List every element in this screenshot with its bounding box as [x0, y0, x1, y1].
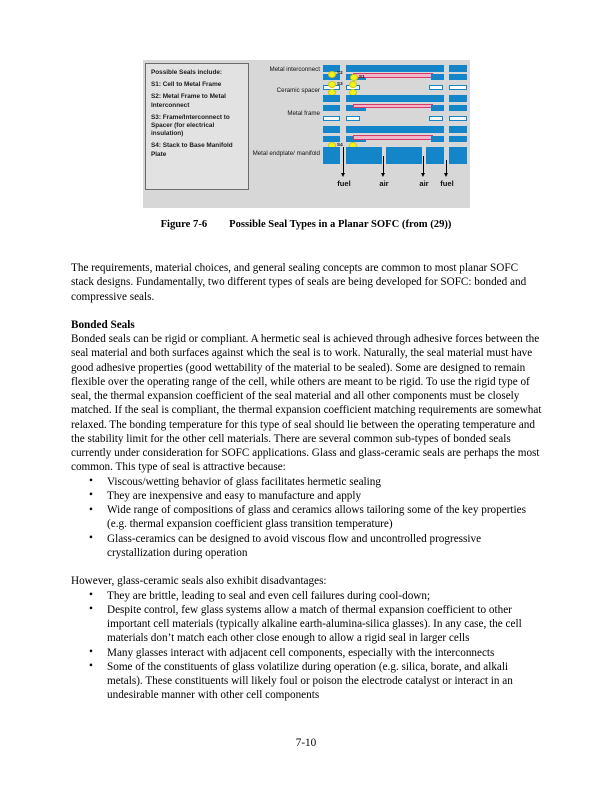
endplate-block: [426, 147, 444, 164]
flow-arrow-head-fuel-left: [341, 173, 345, 177]
metal-layer-bar: [346, 126, 444, 133]
list-item: [71, 660, 542, 703]
figure-caption: [72, 218, 540, 231]
list-item: [71, 589, 542, 603]
ceramic-spacer-block: [449, 116, 467, 121]
ceramic-spacer-block: [429, 85, 443, 90]
metal-layer-bar: [323, 126, 340, 133]
cell-membrane: [353, 73, 433, 78]
bullet-icon: •: [89, 503, 93, 516]
metal-layer-bar: [449, 126, 467, 133]
cell-membrane: [353, 104, 433, 109]
flow-arrow-head-fuel-right: [444, 173, 448, 177]
seal-tag-s3: S3: [337, 81, 343, 86]
metal-layer-bar: [449, 136, 467, 142]
diagram-label-ceramic-spacer: Ceramic spacer: [276, 87, 320, 94]
list-item-text: Despite control, few glass systems allow a match of thermal expansion coefficient to other important cell materials (typically alkaline earth-alumina-silica glasses). In any case, the cell materials don’t match each other close enough to allow a rigid seal in larger cells: [107, 603, 522, 645]
bullet-icon: •: [89, 646, 93, 659]
metal-layer-bar: [431, 136, 444, 142]
metal-layer-bar: [323, 105, 340, 111]
legend-title: Possible Seals include:: [151, 69, 223, 76]
bullet-icon: •: [89, 475, 93, 488]
seal-s3-marker-right: [349, 81, 357, 88]
list-item: [71, 646, 542, 660]
legend-item-s2: S2: Metal Frame to Metal Interconnect: [151, 93, 226, 109]
bullet-icon: •: [89, 532, 93, 545]
seal-s1-marker: [350, 74, 358, 81]
figure-legend-box: [145, 63, 249, 190]
metal-layer-bar: [431, 74, 444, 80]
ceramic-spacer-block: [449, 85, 467, 90]
page-body: [71, 261, 542, 703]
flow-label-air-right: air: [419, 179, 429, 188]
flow-label-air-left: air: [379, 179, 389, 188]
legend-item-s4: S4: Stack to Base Manifold Plate: [151, 142, 233, 158]
seal-tag-s4: S4: [337, 142, 343, 147]
metal-layer-bar: [449, 105, 467, 111]
bullet-icon: •: [89, 489, 93, 502]
flow-arrow-head-air-right: [421, 173, 425, 177]
list-item-text: Glass-ceramics can be designed to avoid viscous flow and uncontrolled progressive crystallization during operation: [107, 532, 482, 559]
cell-membrane: [353, 135, 433, 140]
disadvantages-list: [71, 589, 542, 703]
ceramic-spacer-block: [429, 116, 443, 121]
flow-arrow-head-air-left: [381, 173, 385, 177]
flow-label-fuel-left: fuel: [337, 179, 351, 188]
list-item: [71, 489, 542, 503]
list-item-text: Wide range of compositions of glass and ceramics allows tailoring some of the key properties (e.g. thermal expansion coefficient glass transition temperature): [107, 504, 526, 531]
metal-layer-bar: [449, 95, 467, 102]
metal-layer-bar: [431, 105, 444, 111]
sofc-stack-diagram: [253, 60, 470, 208]
figure-7-6: [143, 60, 470, 208]
page-footer: [0, 736, 612, 750]
seal-s2-marker: [328, 71, 336, 78]
list-item-text: They are inexpensive and easy to manufacture and apply: [107, 489, 362, 502]
seal-tag-s1: S1: [359, 73, 365, 79]
disadvantages-intro: However, glass-ceramic seals also exhibit disadvantages:: [71, 575, 327, 588]
list-item: [71, 603, 542, 646]
seal-s3-marker: [328, 81, 336, 88]
list-item: [71, 532, 542, 561]
figure-caption-text: Possible Seal Types in a Planar SOFC (from (29)): [229, 219, 452, 230]
section-heading-bonded-seals: Bonded Seals: [71, 318, 135, 331]
legend-item-s1: S1: Cell to Metal Frame: [151, 81, 222, 89]
figure-image-planar-sofc-seals: [143, 60, 470, 208]
list-item-text: They are brittle, leading to seal and even cell failures during cool-down;: [107, 589, 431, 602]
legend-item-s3: S3: Frame/Interconnect to Spacer (for electrical insulation): [151, 113, 230, 138]
bullet-icon: •: [89, 589, 93, 602]
flow-label-fuel-right: fuel: [440, 179, 454, 188]
figure-caption-number: Figure 7-6: [160, 219, 208, 230]
list-item: [71, 503, 542, 532]
list-item-text: Many glasses interact with adjacent cell components, especially with the interconnects: [107, 646, 495, 659]
metal-layer-bar: [346, 65, 444, 72]
diagram-label-metal-endplate-manifold: Metal endplate/ manifold: [252, 150, 320, 157]
metal-layer-bar: [449, 65, 467, 72]
metal-layer-bar: [346, 95, 444, 102]
bullet-icon: •: [89, 660, 93, 673]
list-item: [71, 475, 542, 489]
endplate-block: [323, 147, 340, 164]
bonded-seals-paragraph: Bonded seals can be rigid or compliant. A hermetic seal is achieved through adhesive forces between the seal material and both surfaces against which the seal is to work. Naturally, the seal material must have good adhesive properties (good wettability of the material to be sealed). Some are designed to remain flexible over the operating range of the cell, while others are meant to be rigid. To use the rigid type of seal, the thermal expansion coefficient of the seal material and all other components must be closely matched. If the seal is compliant, the thermal expansion coefficient matching requirements are somewhat relaxed. The bonding temperature for this type of seal should lie between the operating temperature and the stability limit for the other cell materials. There are several common sub-types of bonded seals currently under consideration for SOFC applications. Glass and glass-ceramic seals are perhaps the most common. This type of seal is attractive because:: [71, 333, 542, 474]
diagram-label-metal-interconnect: Metal interconnect: [269, 66, 320, 73]
metal-layer-bar: [323, 95, 340, 102]
ceramic-spacer-block: [323, 116, 340, 121]
endplate-block: [449, 147, 467, 164]
diagram-label-metal-frame: Metal frame: [287, 110, 320, 117]
endplate-block: [346, 147, 382, 164]
intro-paragraph: The requirements, material choices, and general sealing concepts are common to most planar SOFC stack designs. Fundamentally, two different types of seals are being developed for SOFC: bonded and compressive seals.: [71, 262, 527, 303]
endplate-block: [386, 147, 422, 164]
ceramic-spacer-block: [346, 116, 360, 121]
page-number: 7-10: [295, 737, 317, 749]
flow-arrow-line-fuel-left: [343, 147, 344, 175]
bullet-icon: •: [89, 603, 93, 616]
advantages-list: [71, 475, 542, 561]
metal-layer-bar: [449, 74, 467, 80]
list-item-text: Viscous/wetting behavior of glass facilitates hermetic sealing: [107, 475, 381, 488]
list-item-text: Some of the constituents of glass volatilize during operation (e.g. silica, borate, and alkali metals). These constituents will likely foul or poison the electrode catalyst or interact in an undesirable manner with other cell components: [107, 660, 513, 702]
seal-tag-s2: S2: [337, 70, 343, 75]
paragraph-spacer: [71, 560, 542, 574]
